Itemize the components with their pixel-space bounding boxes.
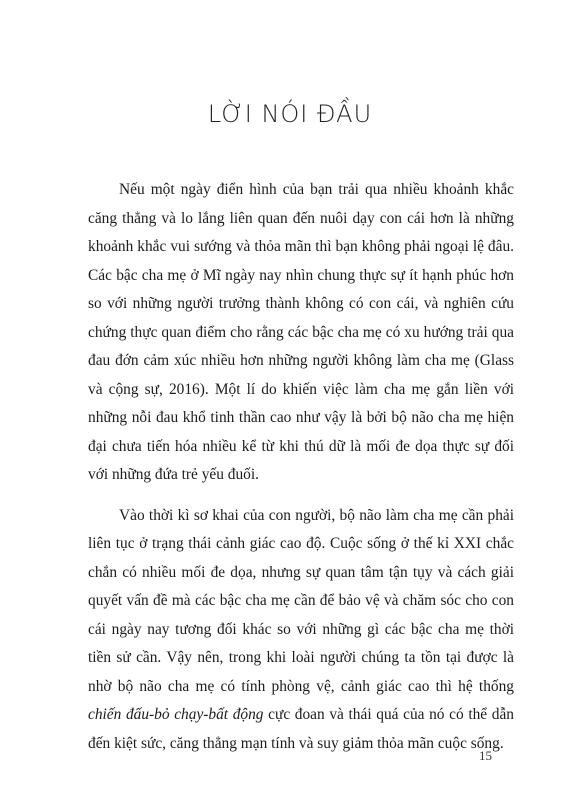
- body-text: [88, 176, 514, 758]
- paragraph-2: [88, 502, 514, 759]
- emphasized-term: chiến đấu-bỏ chạy-bất động: [88, 706, 264, 723]
- paragraph-2-text-after: cực đoan và thái quá của nó có thể dẫn đến kiệt sức, căng thẳng mạn tính và suy giảm thỏa mãn cuộc sống.: [88, 706, 514, 752]
- page-title: LỜI NÓI ĐẦU: [207, 100, 373, 128]
- paragraph-2-text-before: Vào thời kì sơ khai của con người, bộ não làm cha mẹ cần phải liên tục ở trạng thái cảnh giác cao độ. Cuộc sống ở thế kỉ XXI chắc chắn có nhiều mối đe dọa, nhưng sự quan tâm tận tụy và cách giải quyết vấn đề mà các bậc cha mẹ cần để bảo vệ và chăm sóc cho con cái ngày nay tương đối khác so với những gì các bậc cha mẹ thời tiền sử cần. Vậy nên, trong khi loài người chúng ta tồn tại được là nhờ bộ não cha mẹ có tính phòng vệ, cảnh giác cao thì hệ thống: [88, 506, 514, 695]
- paragraph-1: Nếu một ngày điển hình của bạn trải qua nhiều khoảnh khắc căng thẳng và lo lắng liên quan đến nuôi dạy con cái hơn là những khoảnh khắc vui sướng và thỏa mãn thì bạn không phải ngoại lệ đâu. Các bậc cha mẹ ở Mĩ ngày nay nhìn chung thực sự ít hạnh phúc hơn so với những người trưởng thành không có con cái, và nghiên cứu chứng thực quan điểm cho rằng các bậc cha mẹ có xu hướng trải qua đau đớn cảm xúc nhiều hơn những người không làm cha mẹ (Glass và cộng sự, 2016). Một lí do khiến việc làm cha mẹ gắn liền với những nỗi đau khổ tinh thần cao như vậy là bởi bộ não cha mẹ hiện đại chưa tiến hóa nhiều kể từ khi thú dữ là mối đe dọa thực sự đối với những đứa trẻ yếu đuối.: [88, 181, 514, 483]
- page-number: 15: [479, 748, 492, 763]
